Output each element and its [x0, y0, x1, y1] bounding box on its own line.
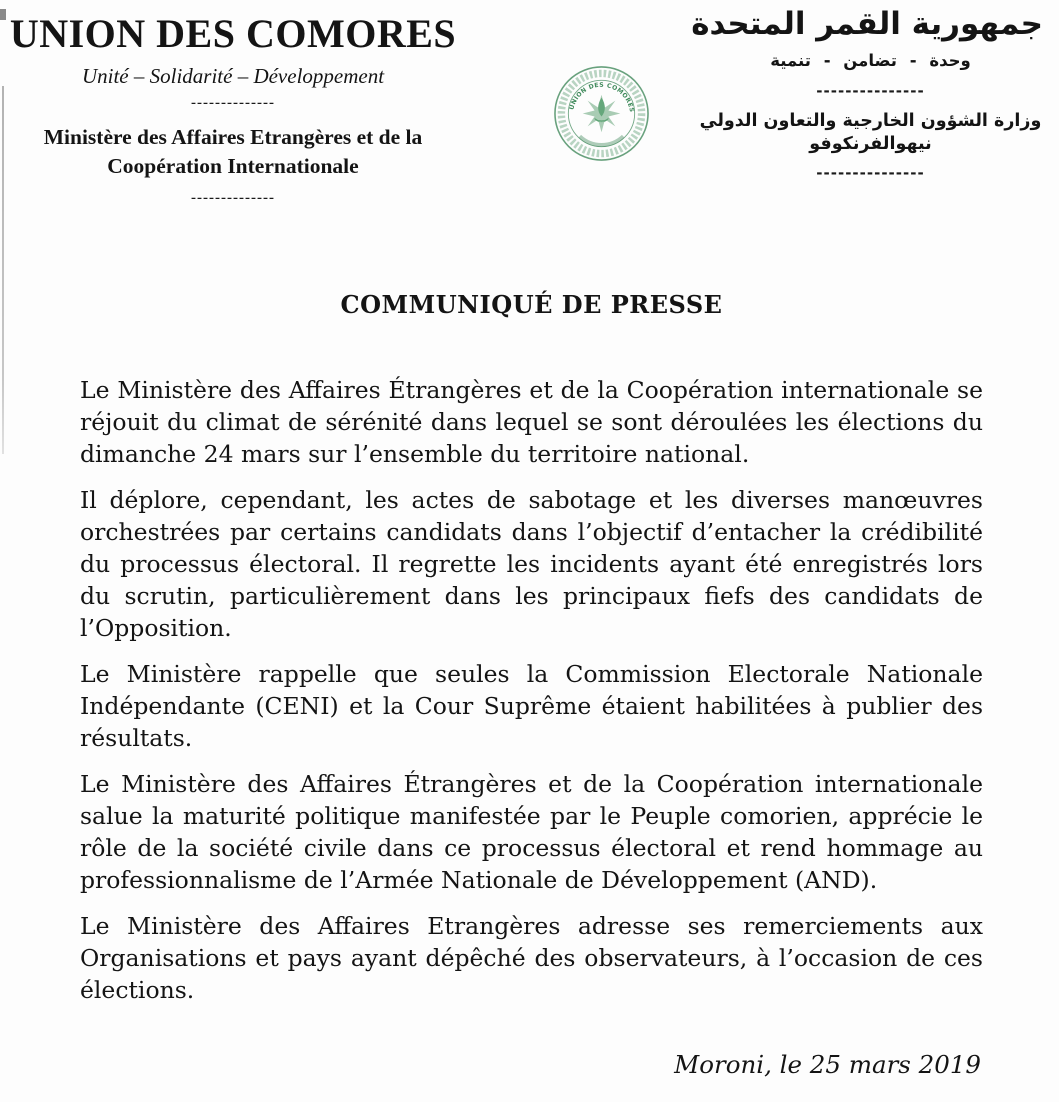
press-release-body [80, 290, 983, 1079]
seal-arc-text: UNION DES COMORES [568, 81, 636, 114]
ministry-name-ar-sub: نيهوالفرنكوفو [809, 133, 932, 154]
paragraph-1: Le Ministère des Affaires Étrangères et de la Coopération internationale se réjouit du climat de sérénité dans lequel se sont déroulées les élections du dimanche 24 mars sur l’ensemble du territoire national. [80, 376, 983, 468]
separator-dashes-bottom-ar: --------------- [816, 163, 925, 182]
national-seal [552, 63, 651, 164]
paragraph-3: Le Ministère rappelle que seules la Commission Electorale Nationale Indépendante (CENI) et la Cour Suprême étaient habilitées à publier des résultats. [80, 660, 983, 752]
document-title: COMMUNIQUÉ DE PRESSE [340, 290, 723, 319]
letterhead-french [0, 13, 466, 218]
ministry-name-fr-line2: Coopération Internationale [107, 154, 359, 178]
paragraph-4: Le Ministère des Affaires Étrangères et de la Coopération internationale salue la maturité politique manifestée par le Peuple comorien, apprécie le rôle de la société civile dans ce processus électoral et rend hommage au professionnalisme de l’Armée Nationale de Développement (AND). [80, 770, 983, 894]
motto-ar: وحدة - تضامن - تنمية [770, 50, 971, 70]
country-title-fr: UNION DES COMORES [9, 11, 457, 56]
motto-fr: Unité – Solidarité – Développement [81, 64, 385, 88]
separator-dashes-top-fr: -------------- [191, 95, 275, 111]
country-title-ar: جمهورية القمر المتحدة [691, 6, 1043, 42]
paragraph-2: Il déplore, cependant, les actes de sabotage et les diverses manœuvres orchestrées par certains candidats dans l’objectif d’entacher la crédibilité du processus électoral. Il regrette les incidents ayant été enregistrés lors du scrutin, particulièrement dans les principaux fiefs des candidats de l’Opposition. [80, 486, 983, 642]
seal-star-crescent [583, 95, 621, 133]
separator-dashes-bottom-fr: -------------- [191, 190, 275, 206]
dateline: Moroni, le 25 mars 2019 [674, 1050, 981, 1079]
letterhead-arabic [691, 4, 1043, 182]
paragraph-5: Le Ministère des Affaires Etrangères adresse ses remerciements aux Organisations et pays ayant dépêché des observateurs, à l’occasion de ces élections. [80, 912, 983, 1004]
ministry-name-fr-line1: Ministère des Affaires Etrangères et de la [43, 125, 423, 149]
ministry-name-ar: وزارة الشؤون الخارجية والتعاون الدولي [699, 110, 1042, 131]
ministry-name-fr [0, 123, 466, 181]
national-seal-emblem [552, 63, 651, 164]
separator-dashes-top-ar: --------------- [816, 81, 925, 100]
